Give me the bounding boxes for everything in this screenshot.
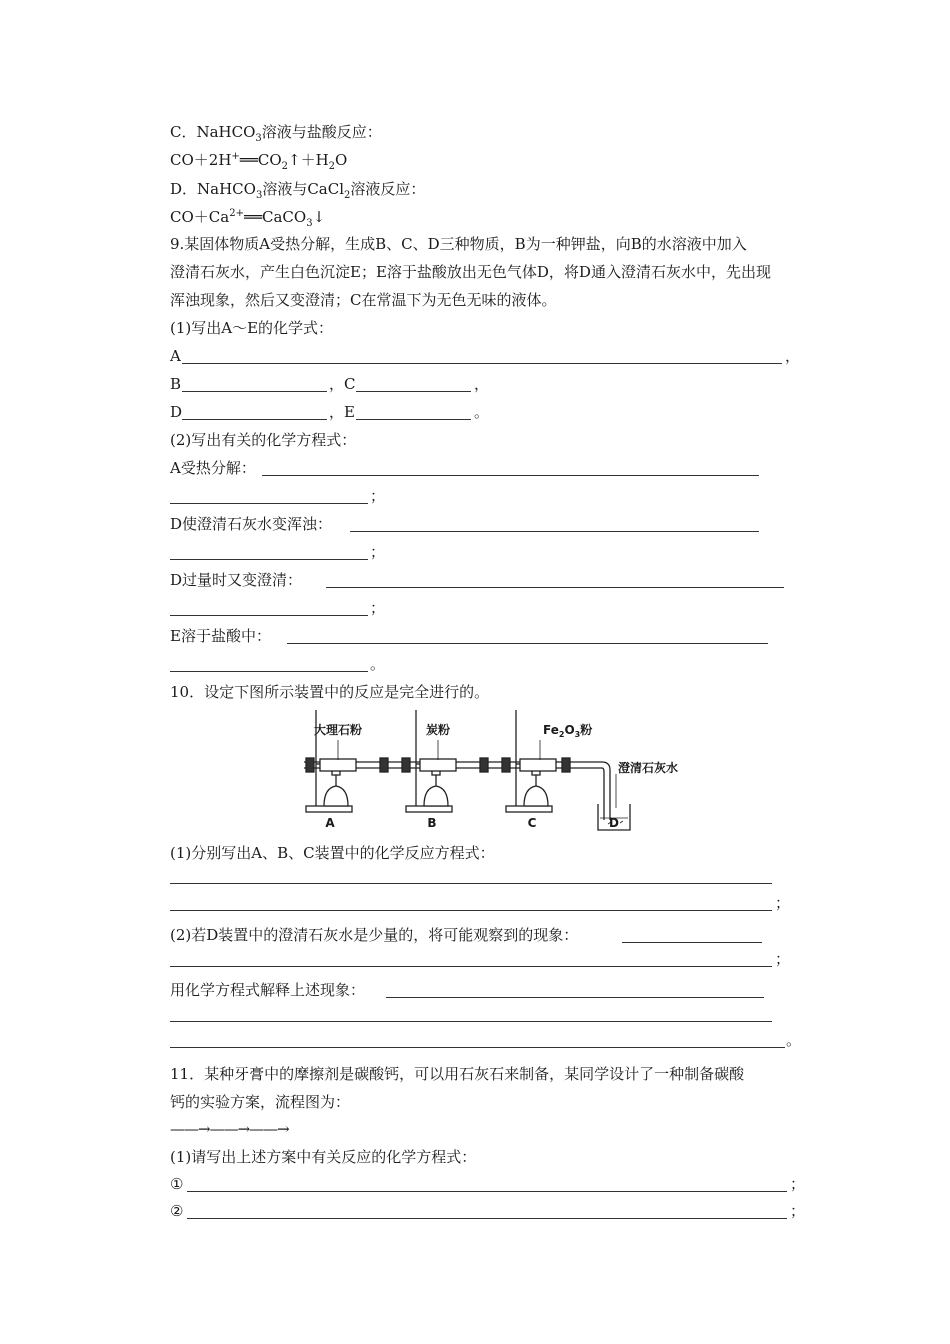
punct: ； [775,894,791,912]
flow-arrows: ——→——→——→ [170,1120,289,1138]
caption-b: B [427,816,437,830]
caption-c: C [527,816,537,830]
punct: 。 [474,403,490,421]
q9-label-b: B [170,375,182,393]
answer-blank-q10-3a[interactable] [386,997,764,998]
label-c: $Fe_2O_3$粉 [543,723,593,739]
answer-blank-q10-2a[interactable] [622,942,762,943]
q10-part3: 用化学方程式解释上述现象： [170,981,366,999]
q10-part1: (1)分别写出A、B、C装置中的化学反应方程式： [170,844,495,862]
q9-turbid-label: D使澄清石灰水变浑浊： [170,515,333,533]
punct: ， [474,375,490,393]
answer-blank-clear-2[interactable] [170,615,368,616]
answer-blank-q10-2b[interactable] [170,966,772,967]
answer-blank-clear-1[interactable] [326,587,784,588]
q9-stem-line1: 9.某固体物质A受热分解，生成B、C、D三种物质，B为一种钾盐，向B的水溶液中加入 [170,235,747,253]
punct: ； [775,950,791,968]
caption-d: D [609,816,619,830]
answer-blank-q10-1a[interactable] [170,883,772,884]
q9-heat-label: A受热分解： [170,459,256,477]
label-b: 炭粉 [425,723,451,737]
answer-blank-dissolve-2[interactable] [170,671,368,672]
equation-c: $CO+2H^+══CO_2↑+H_2O$ [170,151,348,172]
q11-stem-line2: 钙的实验方案，流程图为： [170,1093,351,1111]
equation-d: $CO+Ca^{2+}══CaCO_3↓$ [170,208,326,229]
q11-part1: (1)请写出上述方案中有关反应的化学方程式： [170,1148,477,1166]
q9-label-a: A [170,347,181,365]
circle-num-1: ① [170,1175,184,1193]
q9-part2: (2)写出有关的化学方程式： [170,431,357,449]
q9-stem-line2: 澄清石灰水，产生白色沉淀E；E溶于盐酸放出无色气体D，将D通入澄清石灰水中，先出现 [170,263,771,281]
answer-blank-a[interactable] [182,363,782,364]
answer-blank-heat-1[interactable] [262,475,759,476]
q9-stem-line3: 浑浊现象，然后又变澄清；C在常温下为无色无味的液体。 [170,291,557,309]
punct: ； [790,1175,806,1193]
answer-blank-q10-3c[interactable] [170,1047,785,1048]
answer-blank-turbid-2[interactable] [170,559,368,560]
q10-part2: (2)若D装置中的澄清石灰水是少量的，将可能观察到的现象： [170,926,579,944]
q9-label-e: ，E [329,403,355,421]
punct: ， [785,347,801,365]
q9-part1: (1)写出A～E的化学式： [170,319,334,337]
option-c: C．NaHCO$_3$溶液与盐酸反应： [170,123,382,144]
punct: 。 [370,655,386,673]
punct: ； [370,599,386,617]
punct: ； [790,1202,806,1220]
answer-blank-q10-1b[interactable] [170,910,772,911]
q9-clear-label: D过量时又变澄清： [170,571,303,589]
answer-blank-e[interactable] [356,419,471,420]
caption-a: A [325,816,335,830]
answer-blank-q11-1[interactable] [187,1191,787,1192]
answer-blank-turbid-1[interactable] [350,531,759,532]
punct: ； [370,487,386,505]
q10-stem: 10．设定下图所示装置中的反应是完全进行的。 [170,683,490,701]
label-d: 澄清石灰水 [618,761,679,775]
circle-num-2: ② [170,1202,184,1220]
answer-blank-q11-2[interactable] [187,1218,787,1219]
q11-stem-line1: 11．某种牙膏中的摩擦剂是碳酸钙，可以用石灰石来制备，某同学设计了一种制备碳酸 [170,1065,745,1083]
punct: ； [370,543,386,561]
answer-blank-d[interactable] [182,419,327,420]
option-d: D．NaHCO$_3$溶液与CaCl$_2$溶液反应： [170,180,426,201]
label-a: 大理石粉 [313,723,363,737]
q9-label-c: ，C [329,375,356,393]
answer-blank-b[interactable] [182,391,327,392]
answer-blank-c[interactable] [356,391,471,392]
answer-blank-dissolve-1[interactable] [287,643,768,644]
answer-blank-q10-3b[interactable] [170,1021,772,1022]
q9-label-d: D [170,403,183,421]
apparatus-figure [300,708,679,834]
q9-dissolve-label: E溶于盐酸中： [170,627,271,645]
answer-blank-heat-2[interactable] [170,503,368,504]
punct: 。 [786,1031,802,1049]
